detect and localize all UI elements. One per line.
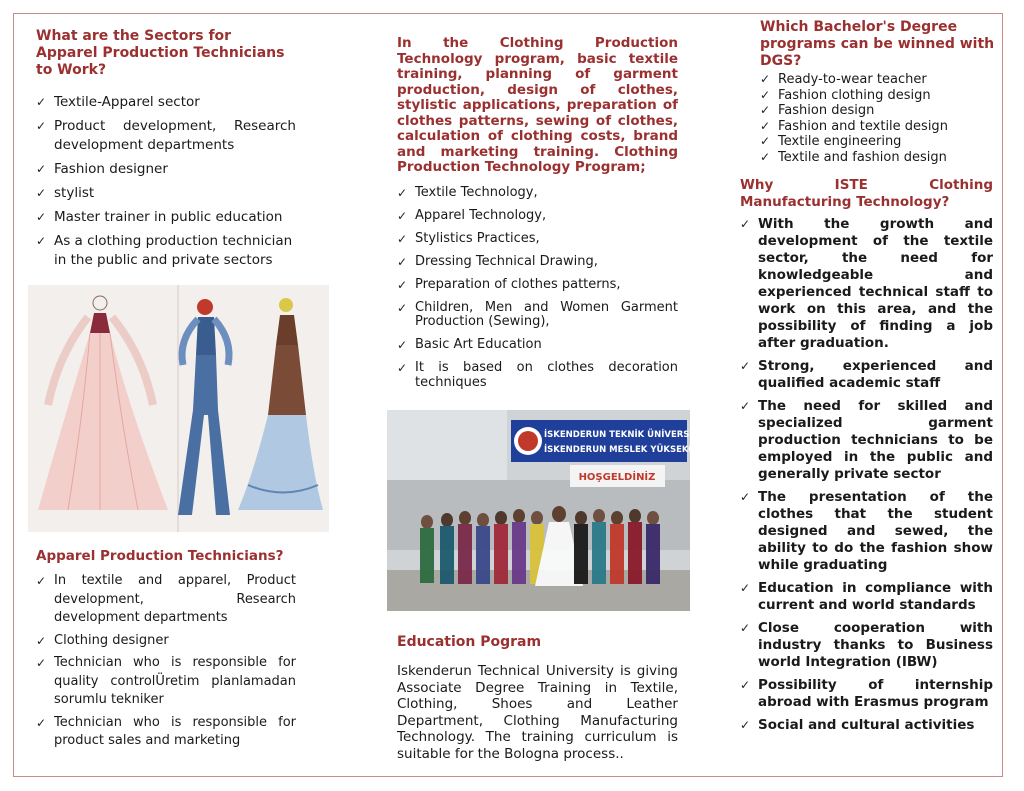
check-icon: ✓ xyxy=(36,574,47,588)
check-icon: ✓ xyxy=(740,217,751,231)
program-section xyxy=(397,36,678,399)
list-item: ✓ Technician who is responsible for product sales and marketing xyxy=(36,714,296,748)
sectors-title: What are the Sectors for Apparel Production Technicians to Work? xyxy=(36,28,285,78)
check-icon: ✓ xyxy=(36,210,47,224)
technicians-list xyxy=(36,572,296,751)
list-item: ✓ Basic Art Education xyxy=(397,337,542,352)
check-icon: ✓ xyxy=(397,185,408,200)
list-item: ✓ The need for skilled and specialized garment production technicians to be employed in the public and generally private sector xyxy=(740,398,993,482)
check-icon: ✓ xyxy=(760,118,771,133)
list-item: ✓ Technician who is responsible for quality controlÜretim planlamadan sorumlu tekniker xyxy=(36,655,296,707)
check-icon: ✓ xyxy=(397,361,408,375)
degrees-list xyxy=(760,72,995,165)
list-item: ✓ Master trainer in public education xyxy=(36,209,283,225)
list-item: ✓ Textile and fashion design xyxy=(760,149,947,165)
education-text: Iskenderun Technical University is giving Associate Degree Training in Textile, Clothing, Shoes and Leather Department, Clothing Manufacturing Technology. The training curriculum is suitable for the Bologna process.. xyxy=(397,663,678,762)
check-icon: ✓ xyxy=(740,359,751,373)
list-item: ✓ Fashion designer xyxy=(36,161,168,177)
list-item: ✓ Fashion clothing design xyxy=(760,87,931,103)
check-icon: ✓ xyxy=(36,234,47,248)
list-item: ✓ As a clothing production technician in the public and private sectors xyxy=(36,233,293,268)
technicians-section xyxy=(36,548,296,755)
check-icon: ✓ xyxy=(740,718,751,732)
degrees-section xyxy=(760,19,995,165)
list-item: ✓ Apparel Technology, xyxy=(397,207,547,223)
list-item: ✓ Stylistics Practices, xyxy=(397,230,540,246)
why-section xyxy=(740,177,993,740)
sectors-section xyxy=(36,28,296,275)
check-icon: ✓ xyxy=(36,162,47,176)
check-icon: ✓ xyxy=(760,149,771,164)
education-section xyxy=(397,634,678,762)
list-item: ✓ Possibility of internship abroad with Erasmus program xyxy=(740,677,993,710)
list-item: ✓ Fashion and textile design xyxy=(760,118,948,134)
education-title: Education Pogram xyxy=(397,634,542,650)
list-item: ✓ Ready-to-wear teacher xyxy=(760,72,927,87)
check-icon: ✓ xyxy=(397,300,408,315)
list-item: ✓ Textile Technology, xyxy=(397,184,538,200)
list-item: ✓ Close cooperation with industry thanks to Business world Integration (IBW) xyxy=(740,620,993,670)
check-icon: ✓ xyxy=(36,186,47,200)
list-item: ✓ Strong, experienced and qualified academic staff xyxy=(740,358,993,391)
list-item: ✓ Clothing designer xyxy=(36,632,296,651)
check-icon: ✓ xyxy=(36,95,47,109)
welcome-banner: HOŞGELDİNİZ xyxy=(578,472,656,483)
technicians-title: Apparel Production Technicians? xyxy=(36,548,284,564)
check-icon: ✓ xyxy=(760,87,771,102)
check-icon: ✓ xyxy=(36,656,47,670)
list-item: ✓ It is based on clothes decoration techniques xyxy=(397,360,678,390)
sign-line-2: İSKENDERUN MESLEK YÜKSEKOKULU xyxy=(544,445,721,455)
check-icon: ✓ xyxy=(740,581,751,595)
list-item: ✓ With the growth and development of the textile sector, the need for knowledgeable and experienced technical staff to work on this area, and the possibility of finding a job after graduation. xyxy=(740,216,993,351)
list-item: ✓ Education in compliance with current and world standards xyxy=(740,580,993,613)
check-icon: ✓ xyxy=(36,119,47,133)
check-icon: ✓ xyxy=(760,72,771,86)
list-item: ✓ Children, Men and Women Garment Production (Sewing), xyxy=(397,299,678,329)
check-icon: ✓ xyxy=(397,208,408,223)
check-icon: ✓ xyxy=(760,134,771,148)
check-icon: ✓ xyxy=(36,715,47,730)
program-list xyxy=(397,186,678,391)
list-item: ✓ Social and cultural activities xyxy=(740,717,975,733)
list-item: ✓ In textile and apparel, Product development, Research development departments xyxy=(36,573,296,625)
list-item: ✓ Preparation of clothes patterns, xyxy=(397,276,621,292)
list-item: ✓ Fashion design xyxy=(760,103,875,118)
program-title: In the Clothing Production Technology program, basic textile training, planning of garment production, design of clothes, stylistic applications, preparation of clothes patterns, sewing of clothes, calculation of clothing costs, brand and marketing training. Clothing Production Technology Program; xyxy=(397,35,678,175)
list-item: ✓ Textile-Apparel sector xyxy=(36,94,200,110)
why-title: Why ISTE Clothing Manufacturing Technology? xyxy=(740,177,993,210)
list-item: ✓ Dressing Technical Drawing, xyxy=(397,253,598,269)
check-icon: ✓ xyxy=(36,633,47,648)
check-icon: ✓ xyxy=(397,338,408,352)
check-icon: ✓ xyxy=(740,678,751,692)
sign-line-1: İSKENDERUN TEKNİK ÜNİVERSİTESİ xyxy=(544,430,714,440)
check-icon: ✓ xyxy=(397,277,408,292)
fashion-sketches-image xyxy=(28,285,329,532)
list-item: ✓ Textile engineering xyxy=(760,134,902,149)
check-icon: ✓ xyxy=(740,399,751,413)
check-icon: ✓ xyxy=(397,231,408,246)
check-icon: ✓ xyxy=(397,254,408,269)
sectors-list xyxy=(36,93,296,270)
check-icon: ✓ xyxy=(740,621,751,635)
why-list xyxy=(740,216,993,734)
degrees-title: Which Bachelor's Degree programs can be winned with DGS? xyxy=(760,19,995,69)
graduation-group-photo xyxy=(387,410,721,611)
list-item: ✓ The presentation of the clothes that the student designed and sewed, the ability to do the fashion show while graduating xyxy=(740,489,993,573)
list-item: ✓ stylist xyxy=(36,185,95,201)
list-item: ✓ Product development, Research development departments xyxy=(36,118,296,153)
check-icon: ✓ xyxy=(760,103,771,117)
check-icon: ✓ xyxy=(740,490,751,504)
